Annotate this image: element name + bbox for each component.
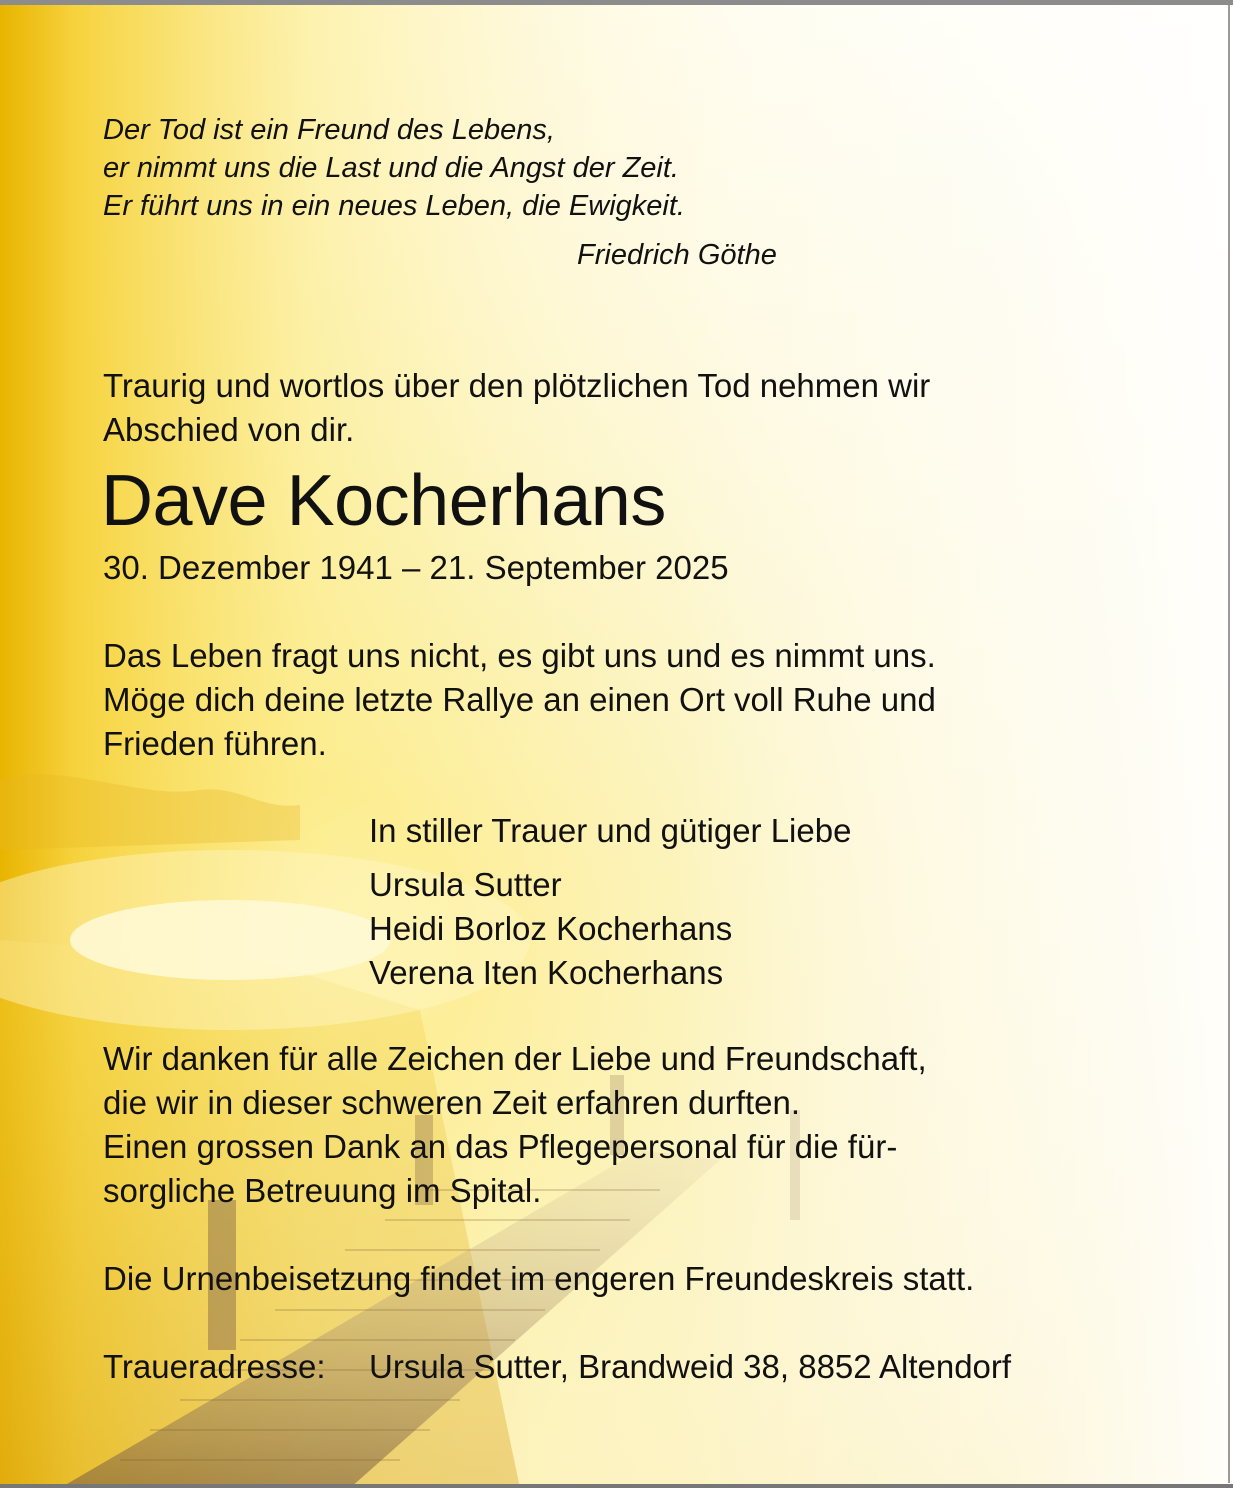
thanks-line-1: Wir danken für alle Zeichen der Liebe und Freundschaft, xyxy=(103,1040,927,1077)
quote-line-3: Er führt uns in ein neues Leben, die Ewigkeit. xyxy=(103,190,685,222)
message-line-1: Das Leben fragt uns nicht, es gibt uns und es nimmt uns. xyxy=(103,637,936,674)
intro-line-2: Abschied von dir. xyxy=(103,411,355,448)
intro-line-1: Traurig und wortlos über den plötzlichen Tod nehmen wir xyxy=(103,367,931,404)
mourner-name: Heidi Borloz Kocherhans xyxy=(369,910,733,947)
bottom-border xyxy=(0,1484,1233,1488)
mourner-name: Ursula Sutter xyxy=(369,866,562,903)
right-border xyxy=(1228,5,1230,1483)
message-line-2: Möge dich deine letzte Rallye an einen Ort voll Ruhe und xyxy=(103,681,936,718)
top-border xyxy=(0,0,1233,5)
burial-notice: Die Urnenbeisetzung findet im engeren Freundeskreis statt. xyxy=(103,1260,975,1297)
quote-author: Friedrich Göthe xyxy=(577,239,777,271)
quote-line-2: er nimmt uns die Last und die Angst der Zeit. xyxy=(103,152,679,184)
thanks-line-3: Einen grossen Dank an das Pflegepersonal für die für- xyxy=(103,1128,898,1165)
address-label: Traueradresse: xyxy=(103,1348,326,1385)
message-line-3: Frieden führen. xyxy=(103,725,327,762)
quote-line-1: Der Tod ist ein Freund des Lebens, xyxy=(103,114,555,146)
mourners-heading: In stiller Trauer und gütiger Liebe xyxy=(369,812,852,849)
deceased-dates: 30. Dezember 1941 – 21. September 2025 xyxy=(103,549,729,586)
thanks-line-2: die wir in dieser schweren Zeit erfahren durften. xyxy=(103,1084,800,1121)
address-value: Ursula Sutter, Brandweid 38, 8852 Altendorf xyxy=(369,1348,1012,1385)
thanks-line-4: sorgliche Betreuung im Spital. xyxy=(103,1172,542,1209)
mourner-name: Verena Iten Kocherhans xyxy=(369,954,724,991)
deceased-name: Dave Kocherhans xyxy=(101,461,666,541)
